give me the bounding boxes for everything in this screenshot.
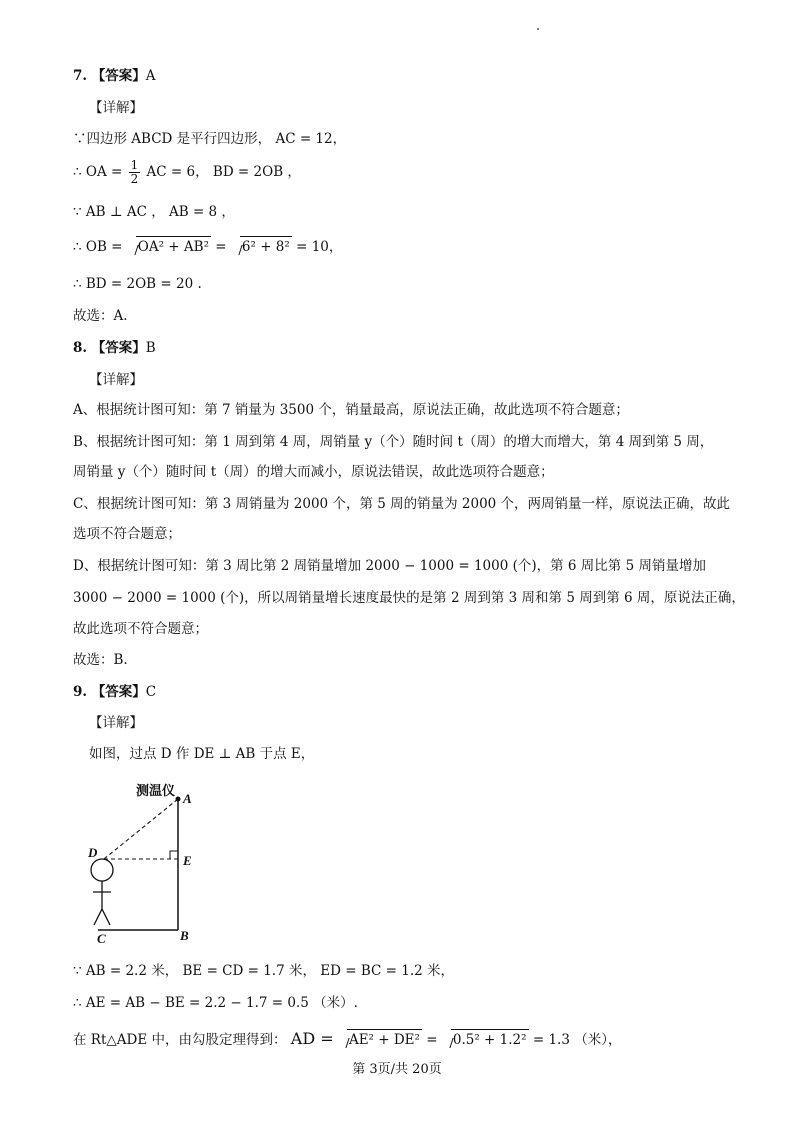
- q9-sqrt-1: AE² + DE²: [338, 1029, 422, 1050]
- q7-line-1: ∵四边形 ABCD 是平行四边形， AC = 12，: [73, 131, 347, 147]
- q8-option-c-line-2: 选项不符合题意；: [73, 526, 181, 542]
- person-right-leg: [102, 909, 110, 925]
- q9-sqrt-2: 0.5² + 1.2²: [442, 1029, 529, 1050]
- page-footer: 第 3页/共 20页: [352, 1062, 442, 1077]
- segment-da: [104, 799, 178, 859]
- q7-line-5: ∴ BD = 2OB = 20 .: [73, 276, 202, 292]
- q8-option-b-line-2: 周销量 y（个）随时间 t（周）的增大而减小，原说法错误，故此选项符合题意；: [73, 464, 554, 480]
- label-b: B: [180, 928, 189, 943]
- label-c: C: [97, 931, 106, 946]
- q8-conclusion: 故选：B.: [73, 652, 128, 668]
- q7-fraction: $\frac{1}{2}$: [130, 158, 139, 186]
- q7-detail-label: 【详解】: [89, 100, 143, 116]
- person-head: [91, 859, 113, 881]
- device-label: 测温仪: [136, 784, 176, 799]
- q8-option-d-line-3: 故此选项不符合题意；: [73, 621, 208, 637]
- scan-dot: [537, 28, 539, 30]
- right-angle-mark: [170, 851, 178, 859]
- q9-header: 9. 【答案】C: [73, 684, 157, 700]
- q9-line-1: ∵ AB = 2.2 米， BE = CD = 1.7 米， ED = BC = 1.2 米，: [73, 963, 454, 979]
- q9-intro: 如图，过点 D 作 DE ⊥ AB 于点 E，: [89, 746, 315, 762]
- label-d: D: [88, 845, 98, 860]
- q7-line-4: ∴ OB = OA² + AB² = 6² + 8² = 10，: [73, 236, 342, 257]
- q7-conclusion: 故选：A.: [73, 308, 128, 324]
- label-e: E: [183, 853, 192, 868]
- q8-header: 8. 【答案】B: [73, 340, 156, 356]
- q7-line-3: ∵ AB ⊥ AC ， AB = 8 ，: [73, 204, 235, 220]
- q8-option-d-line-2: 3000 − 2000 = 1000 (个)，所以周销量增长速度最快的是第 2 周到第 3 周和第 5 周到第 6 周，原说法正确，: [73, 590, 745, 606]
- q7-sqrt-1: OA² + AB²: [127, 236, 211, 257]
- q7-header: 7. 【答案】A: [73, 68, 156, 84]
- q8-option-c-line-1: C、根据统计图可知：第 3 周销量为 2000 个，第 5 周的销量为 2000 个，两周销量一样，原说法正确，故此: [73, 496, 731, 512]
- q8-option-b-line-1: B、根据统计图可知：第 1 周到第 4 周，周销量 y（个）随时间 t（周）的增大而增大，第 4 周到第 5 周，: [73, 434, 714, 450]
- q9-detail-label: 【详解】: [89, 715, 143, 731]
- q9-figure: [84, 777, 214, 947]
- q8-option-a: A、根据统计图可知：第 7 销量为 3500 个，销量最高，原说法正确，故此选项不符合题意；: [73, 402, 629, 418]
- q9-line-2: ∴ AE = AB − BE = 2.2 − 1.7 = 0.5 （米）.: [73, 995, 358, 1011]
- label-a: A: [183, 791, 192, 806]
- person-left-leg: [94, 909, 102, 925]
- q7-line-2: ∴ OA = $\frac{1}{2}$ AC = 6， BD = 2OB ，: [73, 158, 301, 186]
- q8-detail-label: 【详解】: [89, 372, 143, 388]
- q8-option-d-line-1: D、根据统计图可知：第 3 周比第 2 周销量增加 2000 − 1000 = 1000 (个)，第 6 周比第 5 周销量增加: [73, 558, 706, 574]
- q9-line-3: 在 Rt△ADE 中，由勾股定理得到： AD = AE² + DE² = 0.5² + 1.2² = 1.3 （米），: [73, 1029, 622, 1048]
- q7-sqrt-2: 6² + 8²: [231, 236, 292, 257]
